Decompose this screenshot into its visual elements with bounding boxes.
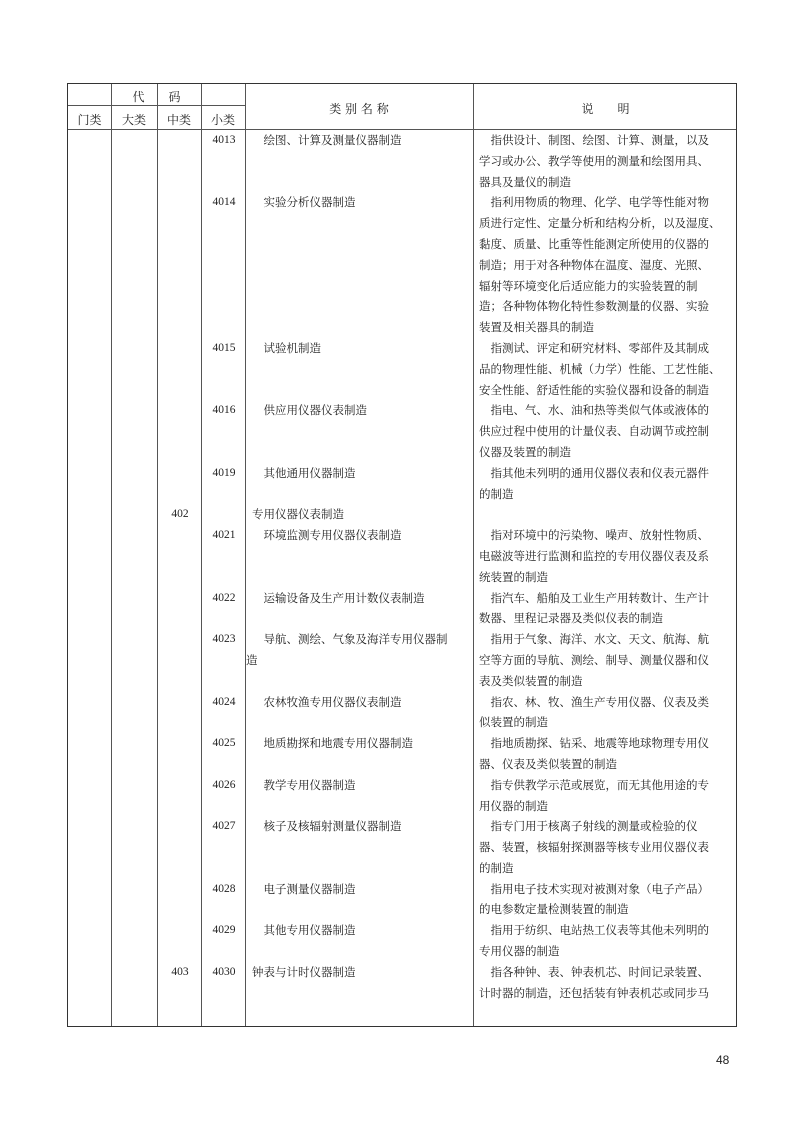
minor-code: 4021 (212, 529, 236, 542)
category-name (246, 629, 474, 671)
table-row (68, 504, 736, 525)
description-line: 用仪器的制造 (479, 798, 548, 813)
category-description (479, 733, 735, 775)
category-name-line: 供应用仪器仪表制造 (252, 403, 367, 418)
category-description (479, 879, 735, 921)
category-name-line: 其他专用仪器制造 (252, 923, 356, 938)
description-line: 空等方面的导航、测绘、制导、测量仪器和仪 (479, 652, 709, 667)
header-door: 门类 (77, 113, 102, 127)
table-row (68, 962, 736, 1004)
description-line: 装置及相关器具的制造 (479, 320, 594, 335)
category-name (252, 338, 474, 359)
category-name-line: 钟表与计时仪器制造 (252, 964, 356, 979)
description-line: 辐射等环境变化后适应能力的实验装置的制 (479, 278, 698, 293)
category-name-line: 农林牧渔专用仪器仪表制造 (252, 694, 402, 709)
description-line: 电磁波等进行监测和监控的专用仪器仪表及系 (479, 548, 709, 563)
header-name: 类 别 名 称 (329, 102, 389, 116)
table-row (68, 463, 736, 505)
category-description (479, 962, 735, 1004)
category-name (252, 816, 474, 837)
table-row (68, 588, 736, 630)
description-line: 指各种钟、表、钟表机芯、时间记录装置、 (479, 964, 709, 979)
category-description (479, 692, 735, 734)
category-description (479, 775, 735, 817)
classification-table (67, 83, 737, 1027)
table-row (68, 775, 736, 817)
minor-code: 4025 (212, 737, 236, 750)
table-row (68, 733, 736, 775)
page-number: 48 (716, 1053, 730, 1067)
description-line: 品的物理性能、机械（力学）性能、工艺性能、 (479, 361, 721, 376)
description-line: 指利用物质的物理、化学、电学等性能对物 (479, 195, 709, 210)
category-description (479, 525, 735, 587)
middle-code: 403 (171, 965, 189, 978)
table-row (68, 400, 736, 462)
category-description (479, 400, 735, 462)
minor-code: 4027 (212, 820, 236, 833)
description-line: 指对环境中的污染物、噪声、放射性物质、 (479, 528, 709, 543)
header-major: 大类 (121, 113, 146, 127)
category-name-line: 运输设备及生产用计数仪表制造 (252, 590, 425, 605)
minor-code: 4022 (212, 591, 236, 604)
description-line: 学习或办公、教学等使用的测量和绘图用具、 (479, 153, 709, 168)
description-line: 器、仪表及类似装置的制造 (479, 756, 617, 771)
table-row (68, 879, 736, 921)
middle-code: 402 (171, 508, 189, 521)
category-name (252, 525, 474, 546)
category-name (252, 130, 474, 151)
description-line: 的制造 (479, 860, 514, 875)
minor-code: 4013 (212, 134, 236, 146)
table-row (68, 338, 736, 400)
category-name-line: 绘图、计算及测量仪器制造 (252, 133, 402, 147)
header-minor: 小类 (210, 113, 235, 127)
table-row (68, 525, 736, 587)
category-name-line: 地质勘探和地震专用仪器制造 (252, 736, 413, 751)
category-name-line: 其他通用仪器制造 (252, 465, 356, 480)
header-desc: 说 明 (581, 102, 630, 116)
category-name-line: 专用仪器仪表制造 (252, 507, 344, 522)
category-name-line: 环境监测专用仪器仪表制造 (252, 528, 402, 543)
description-line: 指专供教学示范或展览，而无其他用途的专 (479, 777, 709, 792)
description-line: 数器、里程记录器及类似仪表的制造 (479, 611, 663, 626)
description-line: 指用于气象、海洋、水文、天文、航海、航 (479, 632, 709, 647)
header-code: 代 码 (132, 90, 181, 104)
minor-code: 4024 (212, 695, 236, 708)
description-line: 器具及量仪的制造 (479, 174, 571, 189)
minor-code: 4026 (212, 778, 236, 791)
minor-code: 4014 (212, 196, 236, 209)
description-line: 似装置的制造 (479, 715, 548, 730)
description-line: 指测试、评定和研究材料、零部件及其制成 (479, 340, 709, 355)
category-name-line: 核子及核辐射测量仪器制造 (252, 819, 402, 834)
table-row (68, 192, 736, 338)
minor-code: 4019 (212, 466, 236, 479)
description-line: 的电参数定量检测装置的制造 (479, 902, 629, 917)
category-name (252, 400, 474, 421)
category-name-line: 导航、测绘、气象及海洋专用仪器制 (252, 632, 448, 647)
category-name (252, 192, 474, 213)
category-description (479, 588, 735, 630)
table-row (68, 629, 736, 691)
description-line: 的制造 (479, 486, 514, 501)
category-name (252, 962, 474, 983)
header-middle: 中类 (166, 113, 191, 127)
description-line: 指农、林、牧、渔生产专用仪器、仪表及类 (479, 694, 709, 709)
description-line: 造；各种物体物化特性参数测量的仪器、实验 (479, 299, 709, 314)
minor-code: 4028 (212, 882, 236, 895)
minor-code: 4023 (212, 633, 236, 646)
description-line: 指用于纺织、电站热工仪表等其他未列明的 (479, 923, 709, 938)
category-description (479, 504, 735, 525)
category-name (252, 463, 474, 484)
category-name (252, 775, 474, 796)
category-name (252, 504, 474, 525)
description-line: 统装置的制造 (479, 569, 548, 584)
table-row (68, 692, 736, 734)
description-line: 供应过程中使用的计量仪表、自动调节或控制 (479, 424, 709, 439)
category-name (252, 733, 474, 754)
minor-code: 4029 (212, 924, 236, 937)
description-line: 安全性能、舒适性能的实验仪器和设备的制造 (479, 382, 709, 397)
description-line: 指汽车、船舶及工业生产用转数计、生产计 (479, 590, 709, 605)
description-line: 专用仪器的制造 (479, 944, 560, 959)
category-description (479, 192, 735, 338)
description-line: 器、装置，核辐射探测器等核专业用仪器仪表 (479, 840, 709, 855)
category-name-line: 试验机制造 (252, 340, 321, 355)
table-body (68, 130, 736, 1003)
description-line: 指电、气、水、油和热等类似气体或液体的 (479, 403, 709, 418)
category-name (252, 879, 474, 900)
category-description (479, 920, 735, 962)
table-row (68, 816, 736, 878)
category-name-line: 电子测量仪器制造 (252, 881, 356, 896)
category-description (479, 816, 735, 878)
description-line: 黏度、质量、比重等性能测定所使用的仪器的 (479, 236, 709, 251)
description-line: 仪器及装置的制造 (479, 444, 571, 459)
category-description (479, 463, 735, 505)
category-description (479, 130, 735, 192)
category-name (252, 920, 474, 941)
category-name (252, 588, 474, 609)
category-name-line: 造 (246, 652, 258, 667)
description-line: 制造；用于对各种物体在温度、湿度、光照、 (479, 257, 709, 272)
category-name-line: 教学专用仪器制造 (252, 777, 356, 792)
minor-code: 4030 (212, 965, 236, 978)
table-row (68, 130, 736, 192)
description-line: 指专门用于核离子射线的测量或检验的仪 (479, 819, 698, 834)
header-divider (68, 105, 245, 106)
description-line: 质进行定性、定量分析和结构分析，以及湿度、 (479, 216, 721, 231)
minor-code: 4016 (212, 404, 236, 417)
description-line: 指用电子技术实现对被测对象（电子产品） (479, 881, 709, 896)
description-line: 计时器的制造，还包括装有钟表机芯或同步马 (479, 985, 709, 1000)
description-line: 表及类似装置的制造 (479, 673, 583, 688)
description-line (479, 504, 735, 525)
minor-code: 4015 (212, 341, 236, 354)
category-description (479, 338, 735, 400)
category-name-line: 实验分析仪器制造 (252, 195, 356, 210)
description-line: 指供设计、制图、绘图、计算、测量，以及 (479, 133, 709, 147)
table-row (68, 920, 736, 962)
category-description (479, 629, 735, 691)
description-line: 指地质勘探、钻采、地震等地球物理专用仪 (479, 736, 709, 751)
category-name (252, 692, 474, 713)
description-line: 指其他未列明的通用仪器仪表和仪表元器件 (479, 465, 709, 480)
